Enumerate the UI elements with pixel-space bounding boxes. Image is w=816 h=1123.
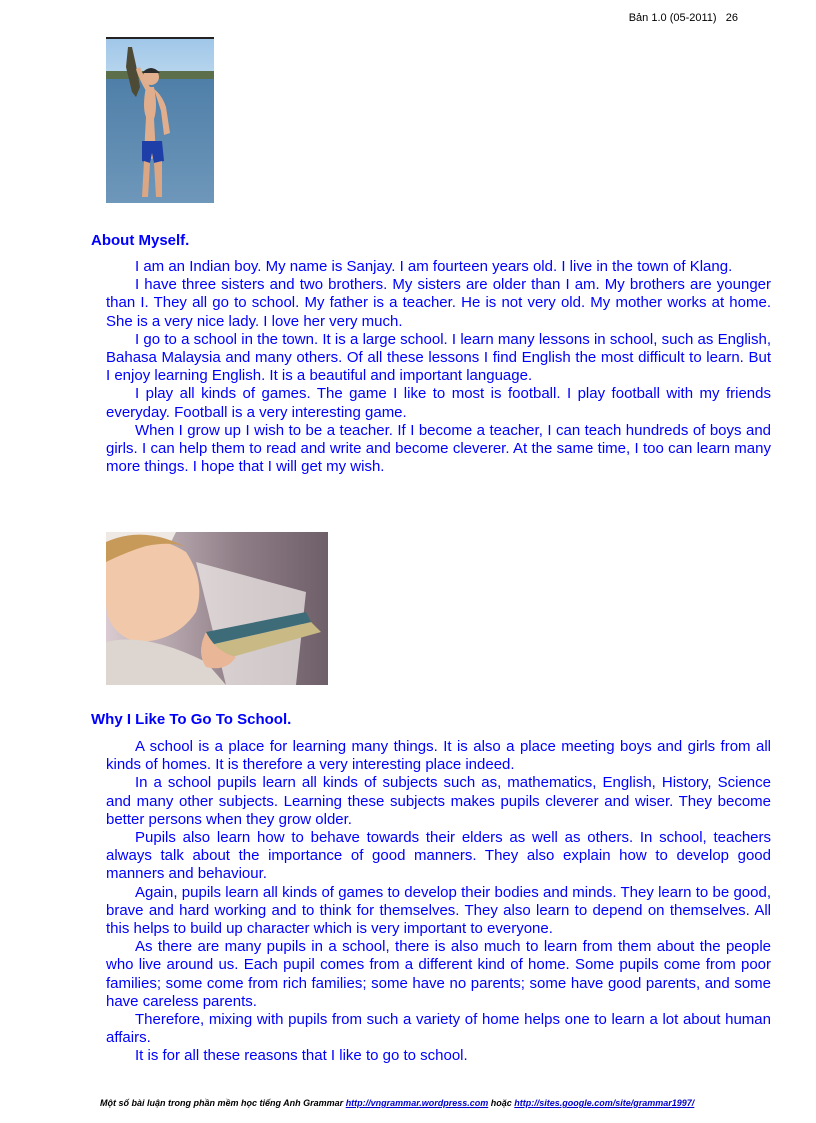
footer-link-vngrammar[interactable]: http://vngrammar.wordpress.com: [345, 1098, 489, 1108]
section-title-about-myself: About Myself.: [91, 232, 190, 249]
boy-with-fish-photo: [106, 37, 214, 203]
boy-reading-book-photo: [106, 532, 328, 685]
paragraph: Again, pupils learn all kinds of games to develop their bodies and minds. They learn to be good, brave and hard working and to think for themselves. They also learn to depend on themselves. All this helps to build up character which is very important to everyone.: [106, 883, 771, 938]
paragraph: I go to a school in the town. It is a large school. I learn many lessons in school, such as English, Bahasa Malaysia and many others. Of all these lessons I find English the most difficult to learn. But I enjoy learning English. It is a beautiful and important language.: [106, 330, 771, 385]
paragraph: Pupils also learn how to behave towards their elders as well as others. In school, teachers always talk about the importance of good manners. They also explain how to develop good manners and behaviour.: [106, 829, 771, 883]
paragraph: It is for all these reasons that I like to go to school.: [135, 1047, 468, 1065]
why-school-text: [106, 738, 771, 1066]
paragraph: I am an Indian boy. My name is Sanjay. I am fourteen years old. I live in the town of Klang.: [135, 258, 733, 275]
section-title-why-i-like-school: Why I Like To Go To School.: [91, 711, 292, 728]
footer-text: Một số bài luận trong phần mềm học tiếng Anh Grammar: [100, 1098, 346, 1108]
page-footer: [100, 1098, 780, 1108]
paragraph: When I grow up I wish to be a teacher. If I become a teacher, I can teach hundreds of boys and girls. I can help them to read and write and become cleverer. At the same time, I too can learn many more things. I hope that I will get my wish.: [106, 421, 771, 476]
footer-link-google-sites[interactable]: http://sites.google.com/site/grammar1997/: [514, 1098, 695, 1108]
footer-separator: hoặc: [488, 1098, 515, 1108]
paragraph: A school is a place for learning many things. It is also a place meeting boys and girls from all kinds of homes. It is therefore a very interesting place indeed.: [106, 738, 771, 774]
about-myself-text: [106, 258, 771, 476]
page-header: [560, 12, 738, 24]
version-label: Bản 1.0 (05-2011): [628, 12, 717, 24]
paragraph: In a school pupils learn all kinds of subjects such as, mathematics, English, History, Science and many other subjects. Learning these subjects makes pupils cleverer and wiser. They become better persons when they grow older.: [106, 774, 771, 828]
paragraph: As there are many pupils in a school, there is also much to learn from them about the people who live around us. Each pupil comes from a different kind of home. Some pupils come from poor families; some come from rich families; some have no parents; some have good parents, and some have careless parents.: [106, 938, 771, 1010]
paragraph: I have three sisters and two brothers. My sisters are older than I am. My brothers are younger than I. They all go to school. My father is a teacher. He is not very old. My mother works at home. She is a very nice lady. I love her very much.: [106, 276, 771, 330]
paragraph: I play all kinds of games. The game I like to most is football. I play football with my friends everyday. Football is a very interesting game.: [106, 385, 771, 421]
paragraph: Therefore, mixing with pupils from such a variety of home helps one to learn a lot about human affairs.: [106, 1011, 771, 1047]
page-number: 26: [725, 12, 738, 24]
